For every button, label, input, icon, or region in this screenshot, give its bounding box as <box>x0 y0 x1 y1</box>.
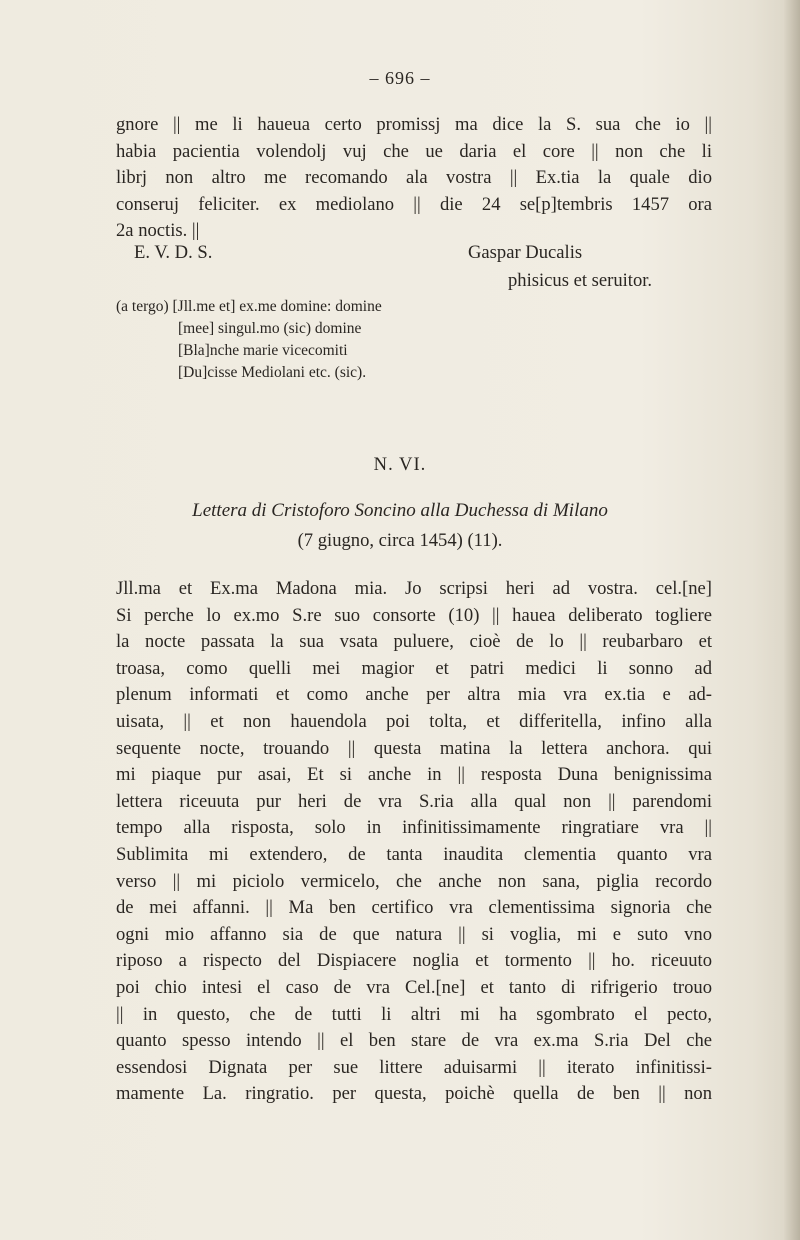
text-line: || in questo, che de tutti li altri mi ha sgombrato el pecto, <box>116 1003 712 1025</box>
text-line: sequente nocte, trouando || questa matina la lettera anchora. qui <box>116 737 712 759</box>
letter-date: (7 giugno, circa 1454) (11). <box>297 530 503 551</box>
section-heading: N. VI. <box>373 454 427 475</box>
text-line: de mei affanni. || Ma ben certifico vra clementissima signoria che <box>116 897 712 919</box>
letter1-text <box>116 112 712 245</box>
text-line: tempo alla risposta, solo in infinitissimamente ringratiare vra || <box>116 817 712 839</box>
text-line: riposo a rispecto del Dispiacere noglia et tormento || ho. riceuuto <box>116 950 712 972</box>
text-line: verso || mi piciolo vermicelo, che anche non sana, piglia recordo <box>116 870 712 892</box>
text-line: gnore || me li haueua certo promissj ma dice la S. sua che io || <box>116 114 712 135</box>
address-note <box>116 296 382 384</box>
letter2-text <box>116 576 712 1108</box>
address-line: [Bla]nche marie vicecomiti <box>178 342 348 359</box>
text-line: poi chio intesi el caso de vra Cel.[ne] et tanto di rifrigerio trouo <box>116 976 712 998</box>
text-line: Si perche lo ex.mo S.re suo consorte (10) || hauea deliberato togliere <box>116 604 712 626</box>
text-line: Jll.ma et Ex.ma Madona mia. Jo scripsi heri ad vostra. cel.[ne] <box>116 578 712 599</box>
letter-title: Lettera di Cristoforo Soncino alla Duchessa di Milano <box>192 500 608 521</box>
page-number: – 696 – <box>369 68 431 88</box>
text-line: essendosi Dignata per sue littere aduisarmi || iterato infinitissi- <box>116 1056 712 1078</box>
signature-title: phisicus et seruitor. <box>508 270 653 291</box>
address-line: (a tergo) [Jll.me et] ex.me domine: domine <box>116 298 382 315</box>
text-line: uisata, || et non hauendola poi tolta, et differitella, infino alla <box>116 710 712 732</box>
page-edge-shadow <box>784 0 800 1240</box>
text-line: ogni mio affanno sia de que natura || si voglia, mi e suto vno <box>116 923 712 945</box>
text-line: plenum informati et como anche per altra mia vra ex.tia e ad- <box>116 684 712 706</box>
text-line: troasa, como quelli mei magior et patri medici li sonno ad <box>116 657 712 679</box>
address-line: [mee] singul.mo (sic) domine <box>178 320 362 337</box>
text-line: lettera riceuuta pur heri de vra S.ria alla qual non || parendomi <box>116 790 712 812</box>
text-line: mi piaque pur asai, Et si anche in || resposta Duna benignissima <box>116 764 712 786</box>
address-line: [Du]cisse Mediolani etc. (sic). <box>178 364 367 381</box>
text-line: mamente La. ringratio. per questa, poichè quella de ben || non <box>116 1083 712 1105</box>
text-line: quanto spesso intendo || el ben stare de vra ex.ma S.ria Del che <box>116 1030 712 1052</box>
text-line: habia pacientia volendolj vuj che ue daria el core || non che li <box>116 140 712 162</box>
signature-initials: E. V. D. S. <box>134 242 213 263</box>
text-line: 2a noctis. || <box>116 220 200 242</box>
text-line: Sublimita mi extendero, de tanta inaudita clementia quanto vra <box>116 843 712 865</box>
text-line: librj non altro me recomando ala vostra || Ex.tia la quale dio <box>116 167 712 189</box>
text-line: la nocte passata la sua vsata puluere, cioè de lo || reubarbaro et <box>116 631 712 653</box>
text-line: conseruj feliciter. ex mediolano || die 24 se[p]tembris 1457 ora <box>116 193 712 215</box>
signature-name: Gaspar Ducalis <box>468 242 583 263</box>
